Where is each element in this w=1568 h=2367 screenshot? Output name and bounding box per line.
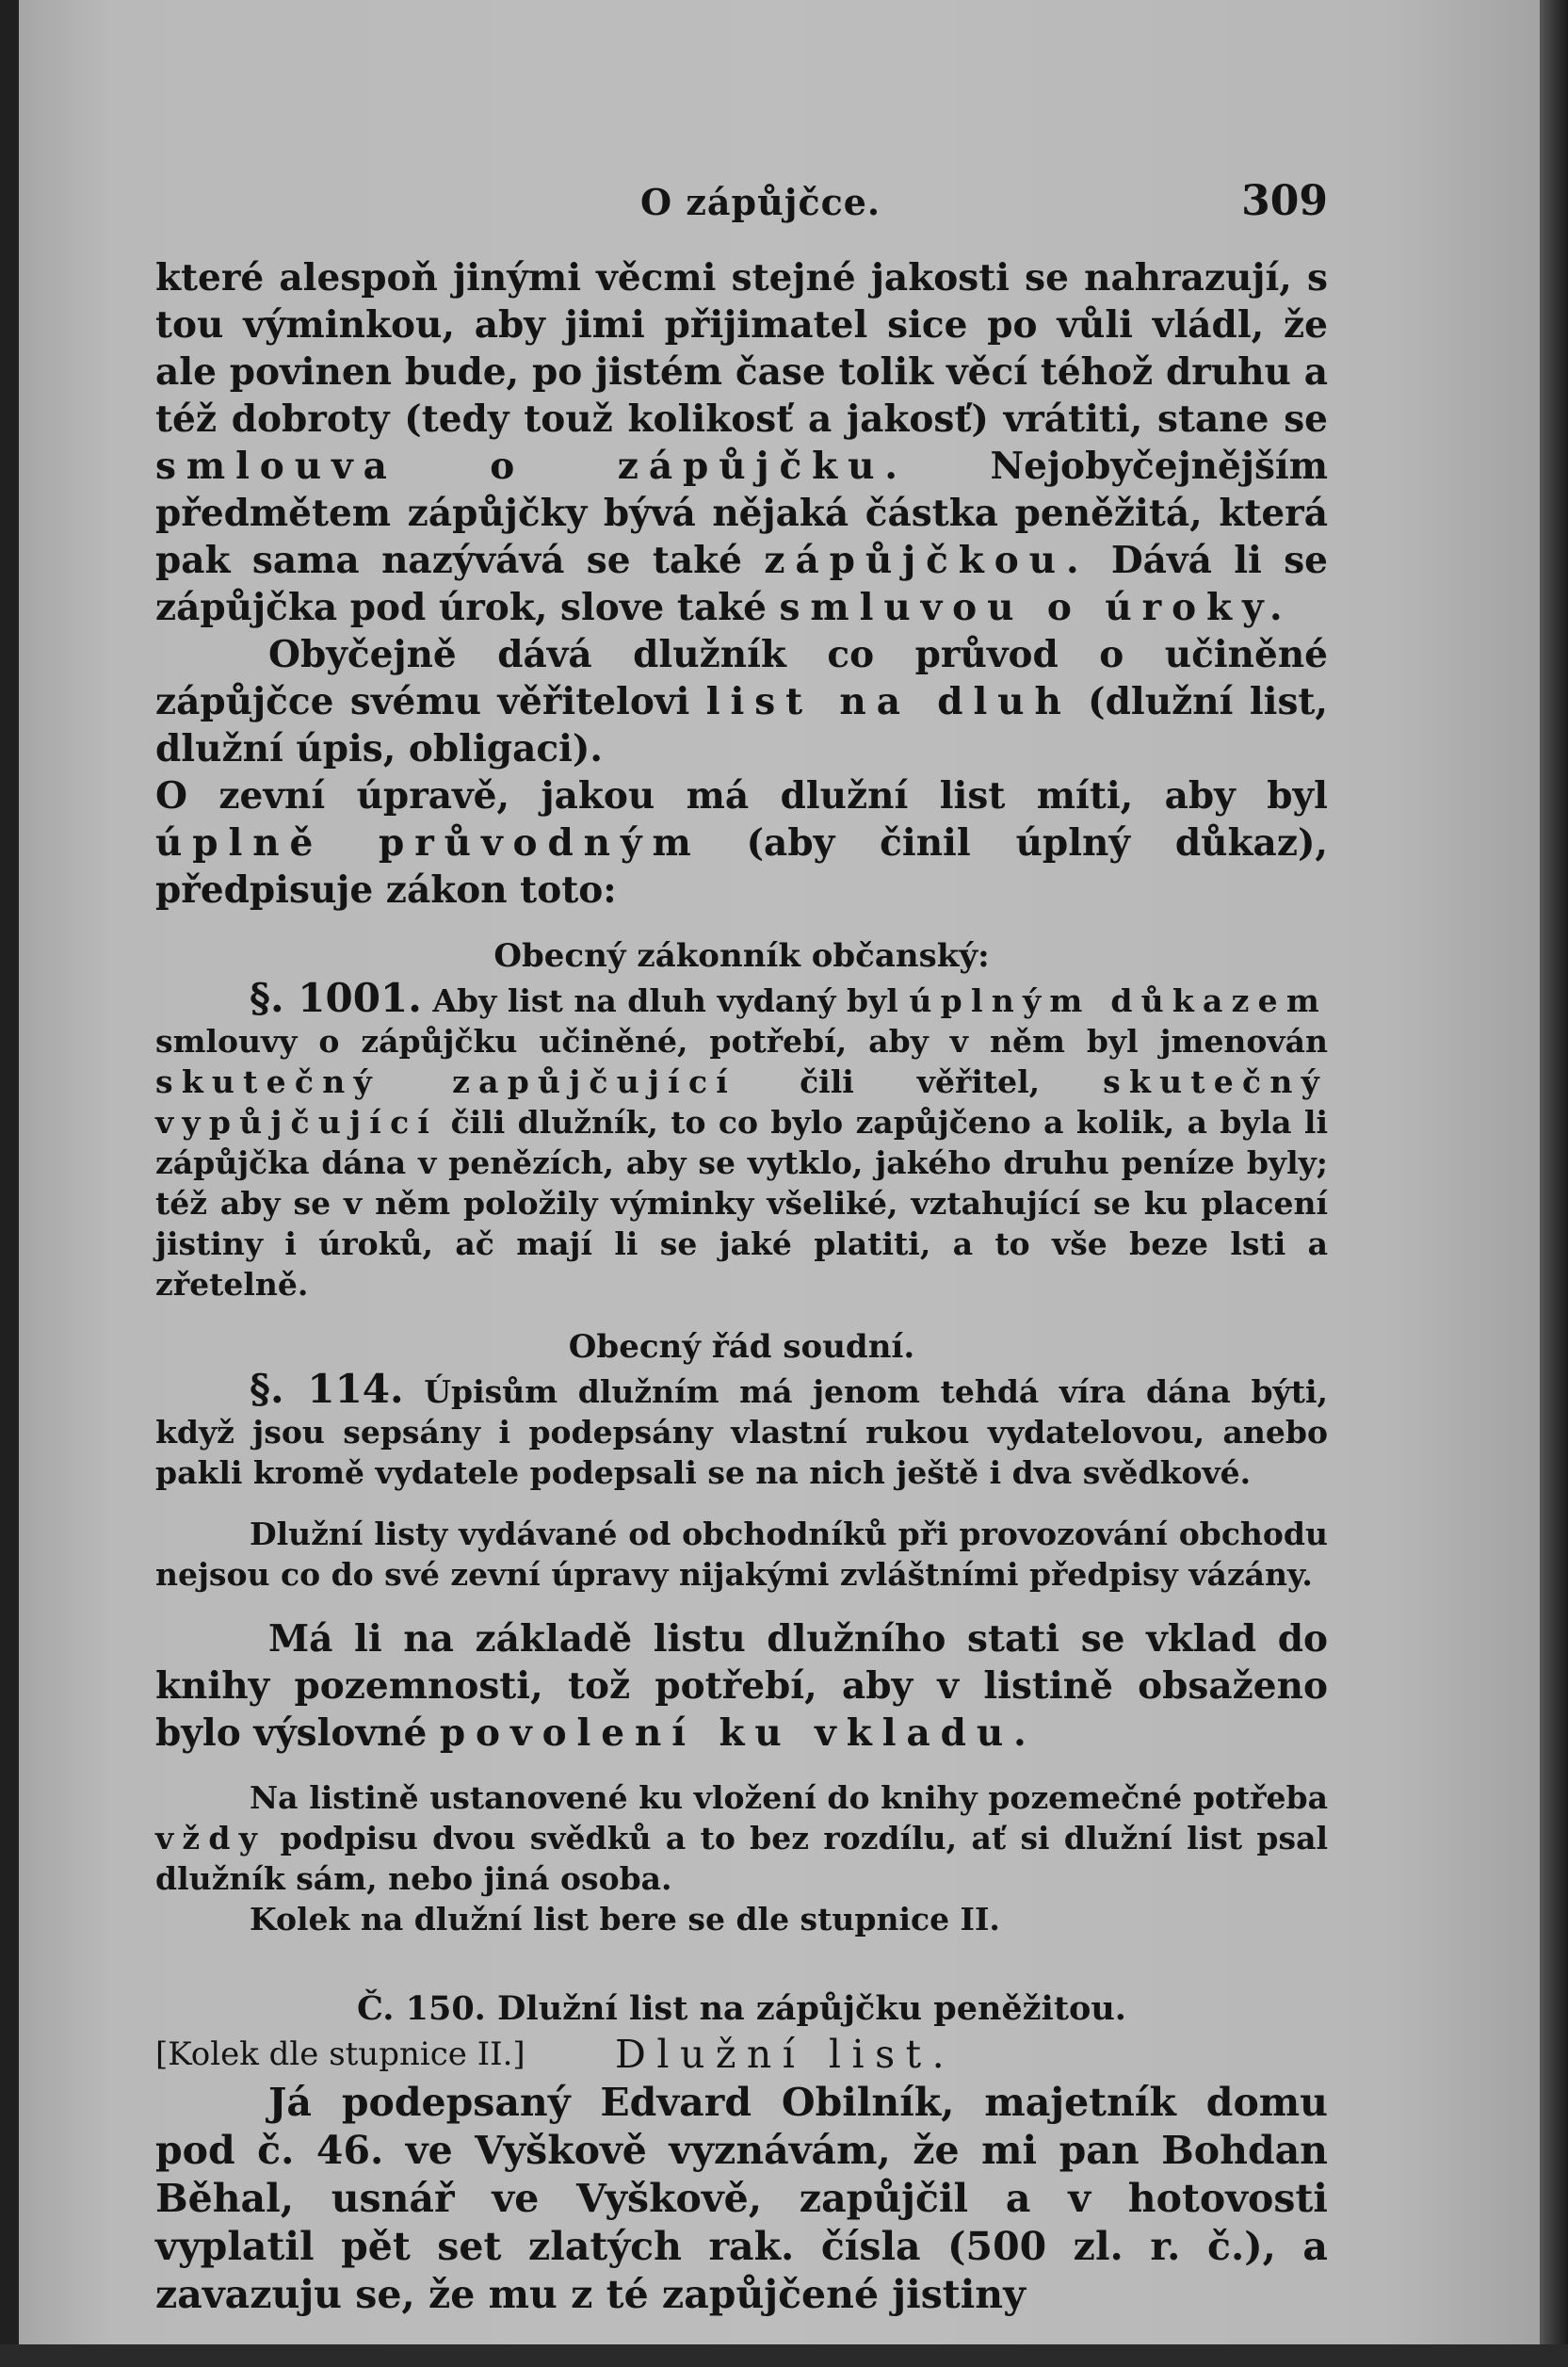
paragraph-signatures: Na listině ustanovené ku vložení do knihy pozemečné potřeba vždy podpisu dvou svědků a to bez rozdílu, ať si dlužní list psal dlužník sám, nebo jiná osoba. (155, 1779, 1328, 1897)
section-1001: §. 1001. Aby list na dluh vydaný byl úplným důkazem smlouvy o zápůjčku učiněné, potřebí, aby v něm byl jmenován skutečný zapůjčující čili věřitel, skutečný vypůjčující čili dlužník, to co bylo zapůjčeno a kolik, a byla li zápůjčka dána v penězích, aby se vytklo, jakého druhu peníze byly; též aby se v něm položily výminky všeliké, vztahující se ku placení jistiny i úroků, ač mají li se jaké platiti, a to vše beze lsti a zřetelně. (155, 975, 1328, 1303)
scanned-page (19, 0, 1540, 2367)
emphasis-term: povolení ku vkladu. (439, 1711, 1037, 1755)
section-number: §. 114. (250, 1366, 404, 1412)
heading-civil-code: Obecný zákonník občanský: (493, 937, 990, 975)
running-title: O zápůjčce. (640, 181, 881, 223)
paragraph-debt-note: Obyčejně dává dlužník co průvod o učiněné zápůjčce svému věřitelovi list na dluh (dlužní list, dlužní úpis, obligaci). (155, 633, 1328, 770)
emphasis-term: úplně průvodným (155, 821, 702, 865)
emphasis-term: skutečný zapůjčující (155, 1063, 737, 1100)
page-number: 309 (1241, 177, 1328, 225)
emphasis-term: skutečný vypůjčující (155, 1063, 1328, 1141)
scan-bottom-edge (0, 2344, 1568, 2367)
paragraph-stamp-duty: Kolek na dlužní list bere se dle stupnice II. (250, 1901, 1000, 1937)
document-title: Dlužní list. (615, 2032, 956, 2077)
paragraph-form-requirements: O zevní úpravě, jakou má dlužní list míti, aby byl úplně průvodným (aby činil úplný důkaz), předpisuje zákon toto: (155, 774, 1329, 912)
signature-text (155, 1777, 1328, 1939)
emphasis-term: smlouva o zápůjčku. (155, 445, 908, 488)
letter-body: Já podepsaný Edvard Obilník, majetník domu pod č. 46. ve Vyškově vyznávám, že mi pan Bohdan Běhal, usnář ve Vyškově, zapůjčil a v hotovosti vyplatil pět set zlatých rak. čísla (500 zl. r. č.), a zavazuju se, že mu z té zapůjčené jistiny (155, 2080, 1328, 2317)
registry-text (155, 1615, 1328, 1757)
letter-text (155, 2079, 1328, 2319)
heading-court-order: Obecný řád soudní. (568, 1328, 915, 1366)
section-number: §. 1001. (250, 975, 422, 1021)
running-header (155, 170, 1328, 226)
emphasis-term: zápůjčkou. (764, 539, 1090, 582)
section-114: §. 114. Úpisům dlužním má jenom tehdá víra dána býti, když jsou sepsány i podepsány vlastní rukou vydatelovou, anebo pakli kromě vydatele podepsali se na nich ještě i dva svědkové. (155, 1366, 1328, 1491)
scan-left-edge (0, 0, 19, 2367)
main-text (155, 254, 1328, 914)
paragraph-registry: Má li na základě listu dlužního stati se vklad do knihy pozemnosti, tož potřebí, aby v listině obsaženo bylo výslovné povolení ku vkladu. (155, 1617, 1328, 1755)
page-content (155, 170, 1328, 2319)
law-citations (155, 975, 1328, 1595)
scan-right-edge (1540, 0, 1568, 2367)
emphasis-term: úplným důkazem (909, 982, 1328, 1019)
emphasis-term: smluvou o úroky. (779, 586, 1293, 629)
form-title-line (155, 2032, 1328, 2079)
emphasis-term: vždy (155, 1820, 267, 1856)
emphasis-term: list na dluh (705, 680, 1072, 723)
paragraph-merchants: Dlužní listy vydávané od obchodníků při provozování obchodu nejsou co do své zevní úpravy nijakými zvláštními předpisy vázány. (155, 1516, 1328, 1593)
stamp-note: [Kolek dle stupnice II.] (155, 2035, 525, 2073)
paragraph-definition: které alespoň jinými věcmi stejné jakosti se nahrazují, s tou výminkou, aby jimi přijimatel sice po vůli vládl, že ale povinen bude, po jistém čase tolik věcí téhož druhu a též dobroty (tedy touž kolikosť a jakosť) vrátiti, stane se smlouva o zápůjčku. Nejobyčejnějším předmětem zápůjčky bývá nějaká částka peněžitá, která pak sama nazývává se také zápůjčkou. Dává li se zápůjčka pod úrok, slove také smluvou o úroky. (155, 256, 1328, 629)
form-heading: Č. 150. Dlužní list na zápůjčku peněžitou. (357, 1989, 1126, 2028)
